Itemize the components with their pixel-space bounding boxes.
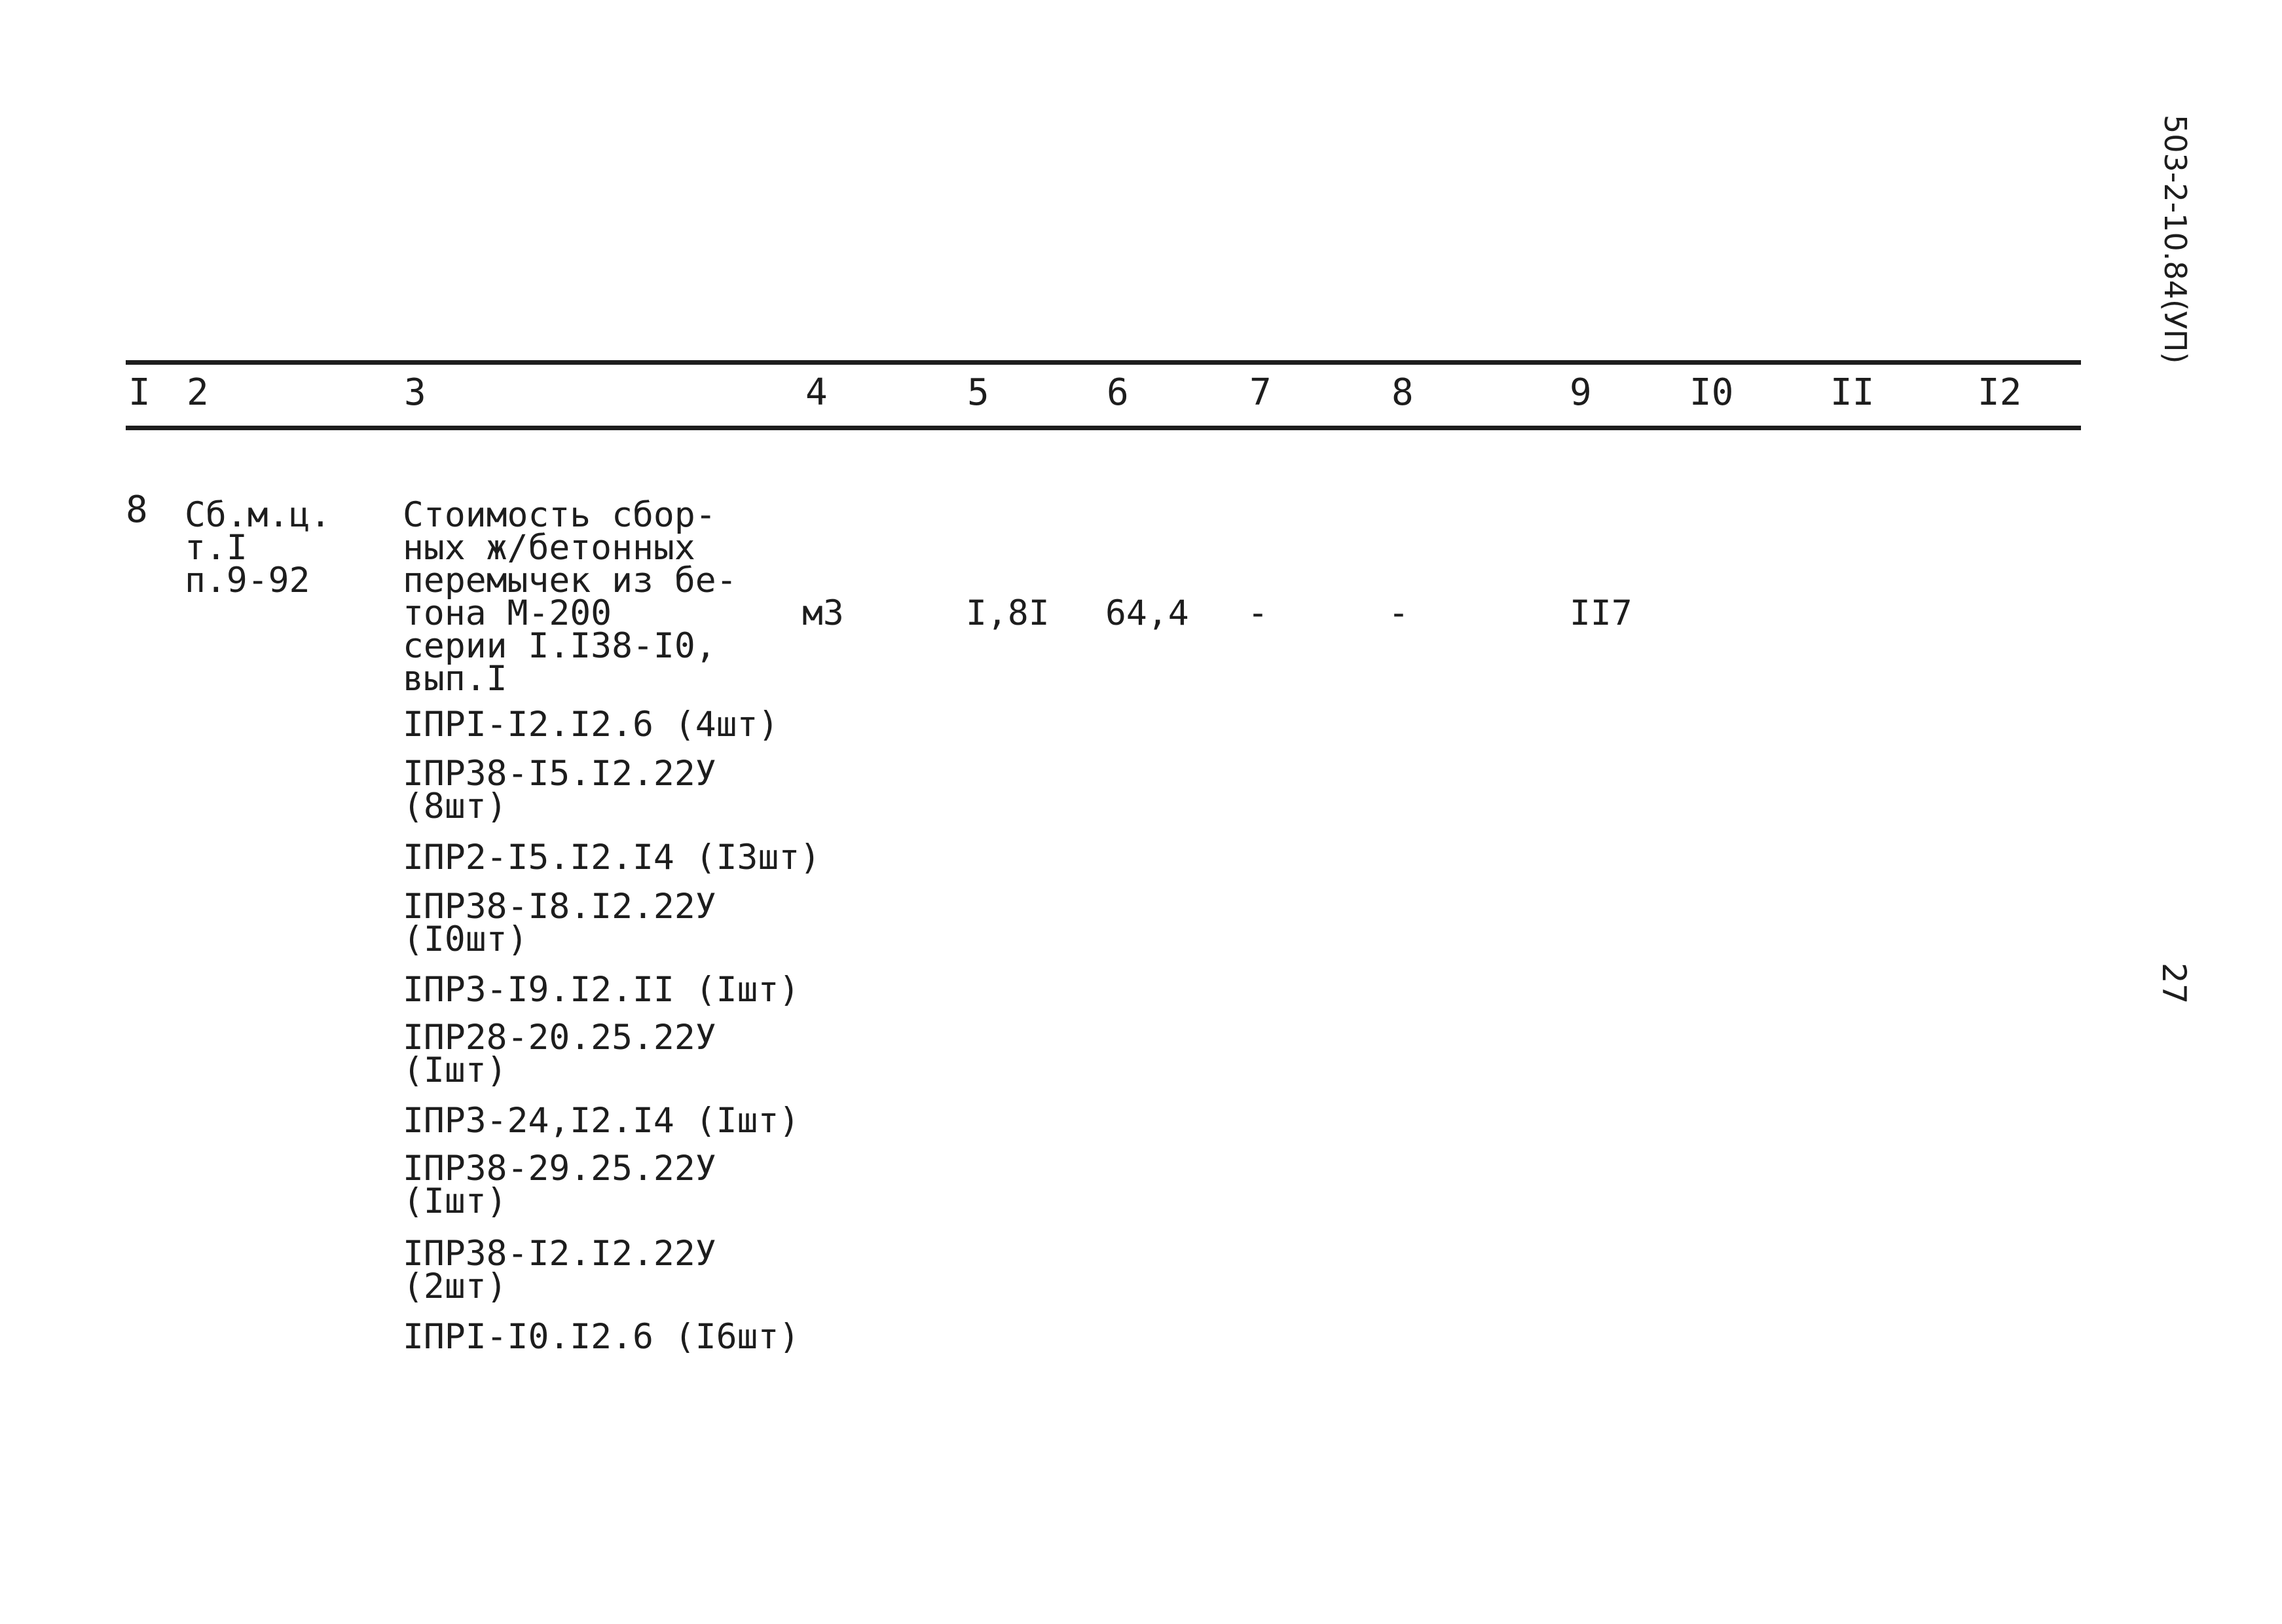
list-item: IПР28-20.25.22У bbox=[403, 1018, 716, 1058]
description-line: ных ж/бетонных bbox=[403, 528, 695, 568]
column-number-2: 2 bbox=[187, 371, 209, 414]
description-line: тона М-200 bbox=[403, 593, 612, 633]
source-line: Сб.м.ц. bbox=[185, 495, 331, 535]
description-line: серии I.I38-I0, bbox=[403, 626, 716, 666]
column-number-11: II bbox=[1830, 371, 1875, 414]
column-number-5: 5 bbox=[967, 371, 989, 414]
list-item-quantity: (I0шт) bbox=[403, 919, 528, 959]
list-item: IПР38-I2.I2.22У bbox=[403, 1234, 716, 1274]
column-number-9: 9 bbox=[1570, 371, 1592, 414]
list-item-quantity: (Iшт) bbox=[403, 1050, 507, 1090]
column-number-3: 3 bbox=[404, 371, 426, 414]
header-bottom-rule bbox=[126, 426, 2081, 430]
description-line: Стоимость сбор- bbox=[403, 495, 716, 535]
source-line: т.I bbox=[185, 528, 248, 568]
list-item: IПР38-29.25.22У bbox=[403, 1149, 716, 1189]
list-item: IПР3-I9.I2.II (Iшт) bbox=[403, 970, 800, 1010]
column-7-cell: - bbox=[1247, 593, 1268, 633]
page-number: 27 bbox=[2155, 963, 2193, 1005]
column-number-6: 6 bbox=[1107, 371, 1129, 414]
column-number-1: I bbox=[128, 371, 151, 414]
list-item: IПР38-I5.I2.22У bbox=[403, 754, 716, 794]
header-top-rule bbox=[126, 360, 2081, 365]
source-line: п.9-92 bbox=[185, 561, 310, 600]
column-number-4: 4 bbox=[805, 371, 828, 414]
column-8-cell: - bbox=[1388, 593, 1409, 633]
list-item: IПР3-24,I2.I4 (Iшт) bbox=[403, 1101, 800, 1141]
list-item: IПРI-I2.I2.6 (4шт) bbox=[403, 705, 779, 745]
quantity-cell: I,8I bbox=[966, 593, 1050, 633]
document-code: 503-2-10.84(УП) bbox=[2158, 115, 2193, 364]
list-item-quantity: (Iшт) bbox=[403, 1181, 507, 1221]
column-number-7: 7 bbox=[1249, 371, 1272, 414]
column-number-10: I0 bbox=[1689, 371, 1734, 414]
column-number-8: 8 bbox=[1391, 371, 1414, 414]
price-cell: 64,4 bbox=[1105, 593, 1189, 633]
list-item-quantity: (8шт) bbox=[403, 786, 507, 826]
list-item-quantity: (2шт) bbox=[403, 1266, 507, 1306]
list-item: IПРI-I0.I2.6 (I6шт) bbox=[403, 1317, 800, 1357]
description-line: вып.I bbox=[403, 659, 507, 699]
description-line: перемычек из бе- bbox=[403, 561, 737, 600]
list-item: IПР2-I5.I2.I4 (I3шт) bbox=[403, 838, 821, 877]
total-cell: II7 bbox=[1570, 593, 1632, 633]
column-number-12: I2 bbox=[1978, 371, 2022, 414]
list-item: IПР38-I8.I2.22У bbox=[403, 887, 716, 927]
row-number: 8 bbox=[126, 489, 148, 531]
unit-cell: м3 bbox=[802, 593, 844, 633]
